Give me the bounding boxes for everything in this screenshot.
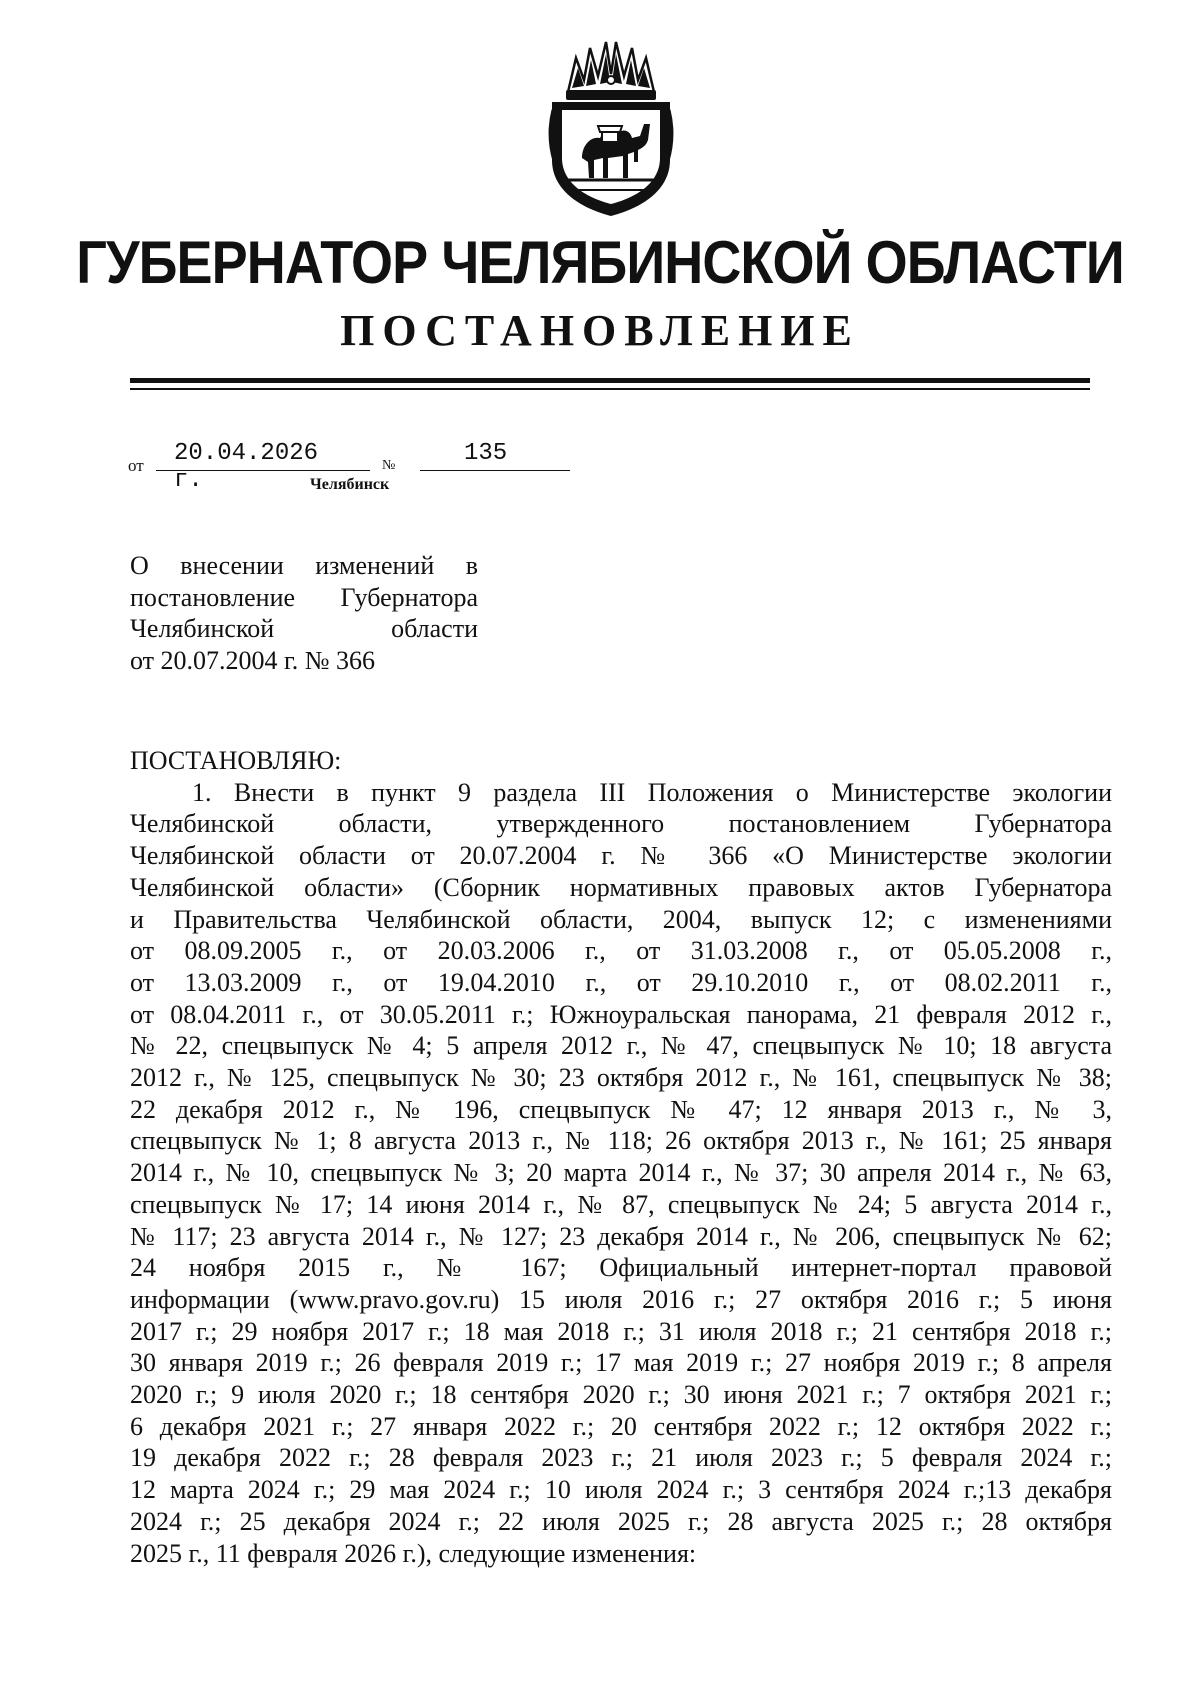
body-line: 2025 г., 11 февраля 2026 г.), следующие изменения: [130,1538,697,1568]
body-line: 6 декабря 2021 г.; 27 января 2022 г.; 20 сентября 2022 г.; 12 октября 2022 г.; [130,1411,1112,1441]
body-line: 19 декабря 2022 г.; 28 февраля 2023 г.; 21 июля 2023 г.; 5 февраля 2024 г.; [130,1443,1112,1473]
body-line: спецвыпуск № 1; 8 августа 2013 г., № 118; 26 октября 2013 г., № 161; 25 января [130,1126,1112,1156]
body-line: 30 января 2019 г.; 26 февраля 2019 г.; 17 мая 2019 г.; 27 ноября 2019 г.; 8 апреля [130,1348,1112,1378]
authority-title: ГУБЕРНАТОР ЧЕЛЯБИНСКОЙ ОБЛАСТИ [76,229,1124,296]
document-number: 135 [464,440,508,467]
body-line: спецвыпуск № 17; 14 июня 2014 г., № 87, спецвыпуск № 24; 5 августа 2014 г., [130,1189,1112,1219]
body-line: 22 декабря 2012 г., № 196, спецвыпуск № 47; 12 января 2013 г., № 3, [130,1094,1112,1124]
body-line: № 117; 23 августа 2014 г., № 127; 23 декабря 2014 г., № 206, спецвыпуск № 62; [130,1221,1112,1251]
header-divider-thin [130,388,1090,390]
body-line: Челябинской области от 20.07.2004 г. № 366 «О Министерстве экологии [130,841,1112,871]
subject-line: О внесении изменений в [130,551,478,580]
number-label: № [382,458,396,473]
subject-line: от 20.07.2004 г. № 366 [130,645,376,675]
body-line: 2024 г.; 25 декабря 2024 г.; 22 июля 2025 г.; 28 августа 2025 г.; 28 октября [130,1506,1112,1536]
document-date: 20.04.2026 г. [174,440,319,494]
body-line: от 08.09.2005 г., от 20.03.2006 г., от 31.03.2008 г., от 05.05.2008 г., [130,936,1112,966]
body-line: 12 марта 2024 г.; 29 мая 2024 г.; 10 июля 2024 г.; 3 сентября 2024 г.;13 декабря [130,1475,1112,1505]
body-line: 2017 г.; 29 ноября 2017 г.; 18 мая 2018 г.; 31 июля 2018 г.; 21 сентября 2018 г.; [130,1316,1112,1346]
body-line: и Правительства Челябинской области, 2004, выпуск 12; с изменениями [130,904,1112,934]
date-prefix-label: от [128,456,144,475]
body-line: Челябинской области, утвержденного постановлением Губернатора [130,809,1112,839]
body-line: Челябинской области» (Сборник нормативных правовых актов Губернатора [130,872,1112,902]
city-label: Челябинск [310,476,390,493]
body-line: 24 ноября 2015 г., № 167; Официальный интернет-портал правовой [130,1253,1112,1283]
subject-line: постановление Губернатора [130,582,478,612]
chelyabinsk-coat-of-arms-icon [538,40,684,218]
body-line: № 22, спецвыпуск № 4; 5 апреля 2012 г., № 47, спецвыпуск № 10; 18 августа [130,1031,1112,1061]
body-line: 1. Внести в пункт 9 раздела III Положения о Министерстве экологии [192,777,1112,807]
body-line: 2014 г., № 10, спецвыпуск № 3; 20 марта 2014 г., № 37; 30 апреля 2014 г., № 63, [130,1158,1112,1188]
header-divider-thick [130,378,1090,383]
body-line: от 13.03.2009 г., от 19.04.2010 г., от 29.10.2010 г., от 08.02.2011 г., [130,967,1112,997]
document-subject [130,550,478,676]
document-body [130,745,1112,1569]
body-line: от 08.04.2011 г., от 30.05.2011 г.; Южноуральская панорама, 21 февраля 2012 г., [130,999,1112,1029]
body-line: 2020 г.; 9 июля 2020 г.; 18 сентября 2020 г.; 30 июня 2021 г.; 7 октября 2021 г.; [130,1380,1112,1410]
body-line: 2012 г., № 125, спецвыпуск № 30; 23 октября 2012 г., № 161, спецвыпуск № 38; [130,1063,1112,1093]
number-underline [420,470,570,471]
subject-line: Челябинской области [130,614,478,643]
decree-word: ПОСТАНОВЛЯЮ: [130,746,342,775]
body-line: информации (www.pravo.gov.ru) 15 июля 2016 г.; 27 октября 2016 г.; 5 июня [130,1284,1112,1314]
document-type: ПОСТАНОВЛЕНИЕ [340,306,860,355]
